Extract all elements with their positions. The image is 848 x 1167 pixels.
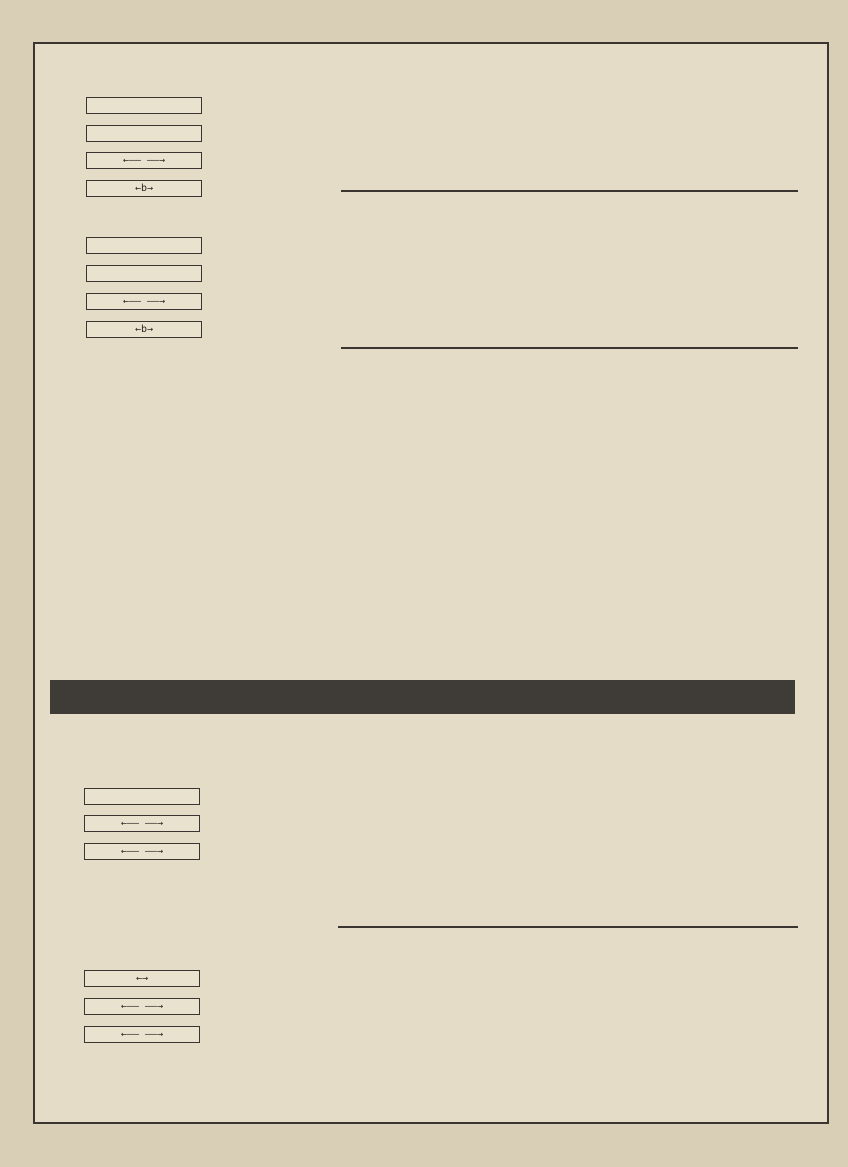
arrow-label: ←—— ——→ (120, 846, 164, 857)
separator (341, 347, 798, 349)
arrow-label: ←—— ——→ (122, 155, 166, 166)
jpcc-low-byte (84, 998, 200, 1015)
set-iy-opcode-2 (86, 265, 202, 282)
section-band (50, 680, 795, 714)
separator (341, 190, 798, 192)
arrow-label: ←—— ——→ (122, 296, 166, 307)
set-iy-opcode-1 (86, 237, 202, 254)
jpcc-high-byte (84, 1026, 200, 1043)
set-iy-bit-byte (86, 321, 202, 338)
arrow-label: ←b→ (134, 324, 154, 335)
jp-high-byte (84, 843, 200, 860)
page-frame (33, 42, 829, 1124)
arrow-label: ←→ (135, 973, 149, 984)
jpcc-desc (338, 938, 350, 994)
set-ix-bit-byte (86, 180, 202, 197)
jp-opcode (84, 788, 200, 805)
arrow-label: ←b→ (134, 183, 154, 194)
res-desc (338, 358, 350, 403)
separator (338, 926, 798, 928)
set-iy-desc (341, 206, 353, 262)
set-iy-displacement (86, 293, 202, 310)
arrow-label: ←—— ——→ (120, 1029, 164, 1040)
set-ix-desc (341, 72, 353, 128)
set-ix-opcode-2 (86, 125, 202, 142)
arrow-label: ←—— ——→ (120, 818, 164, 829)
set-ix-opcode-1 (86, 97, 202, 114)
arrow-label: ←—— ——→ (120, 1001, 164, 1012)
jp-desc (338, 762, 350, 830)
jpcc-opcode (84, 970, 200, 987)
set-ix-displacement (86, 152, 202, 169)
jp-low-byte (84, 815, 200, 832)
